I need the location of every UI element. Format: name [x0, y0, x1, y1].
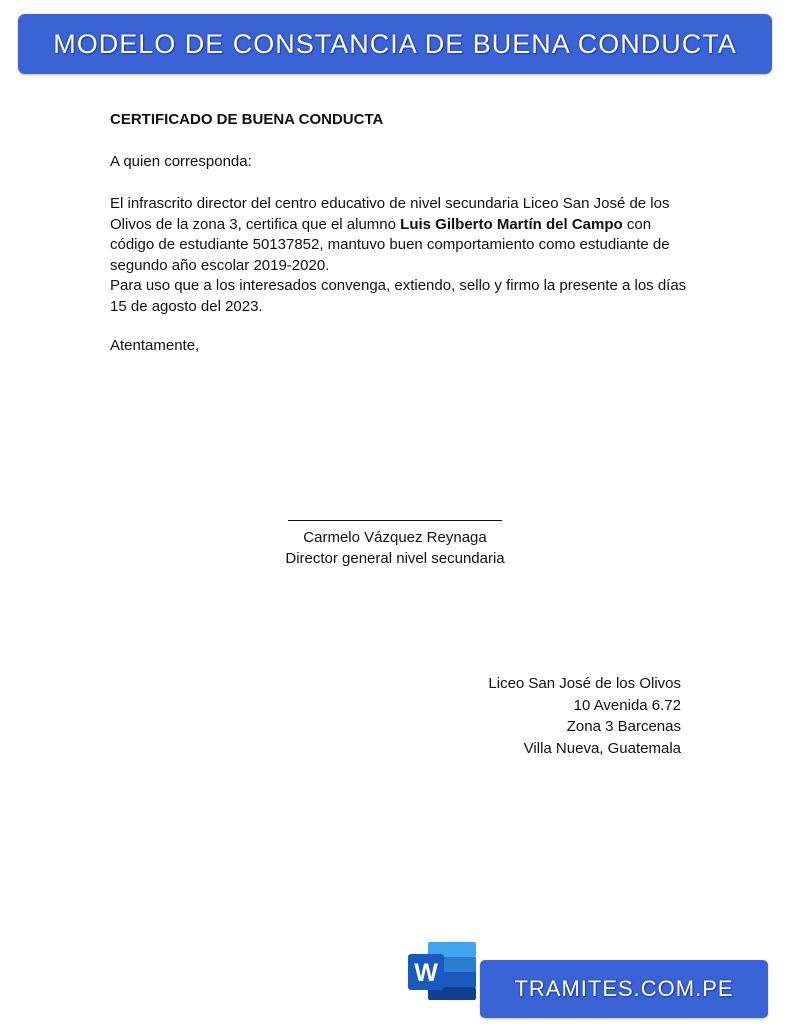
certificate-body [110, 194, 690, 317]
address-line-3: Zona 3 Barcenas [566, 718, 681, 735]
body-part-1: El infrascrito director del centro educativo de nivel secundaria Liceo San José de los Olivos de la zona 3, certifica que el alumno [110, 195, 670, 233]
signer-name: Carmelo Vázquez Reynaga [303, 529, 487, 546]
address-line-1: Liceo San José de los Olivos [488, 675, 681, 692]
address-block [488, 673, 681, 759]
student-name: Luis Gilberto Martín del Campo [400, 215, 623, 233]
footer-site-label: TRAMITES.COM.PE [514, 976, 734, 1001]
address-line-4: Villa Nueva, Guatemala [523, 739, 681, 757]
signature-block [240, 512, 550, 569]
word-icon-letter: W [414, 959, 438, 987]
closing: Atentamente, [110, 337, 200, 354]
signer-role: Director general nivel secundaria [285, 550, 505, 567]
address-line-2: 10 Avenida 6.72 [573, 696, 681, 714]
title-banner [18, 14, 772, 74]
document-title: CERTIFICADO DE BUENA CONDUCTA [110, 111, 384, 128]
body-part-2: con código de estudiante 50137852, mantuvo buen comportamiento como estudiante de segundo año escolar 2019-2020. [110, 215, 670, 274]
banner-title: MODELO DE CONSTANCIA DE BUENA CONDUCTA [53, 28, 737, 59]
footer-badge[interactable] [480, 960, 768, 1018]
body-part-3: Para uso que a los interesados convenga, extiendo, sello y firmo la presente a los días 15 de agosto del 2023. [110, 277, 687, 315]
microsoft-word-icon [406, 940, 480, 1002]
signature-line [288, 520, 502, 521]
salutation: A quien corresponda: [110, 153, 252, 170]
